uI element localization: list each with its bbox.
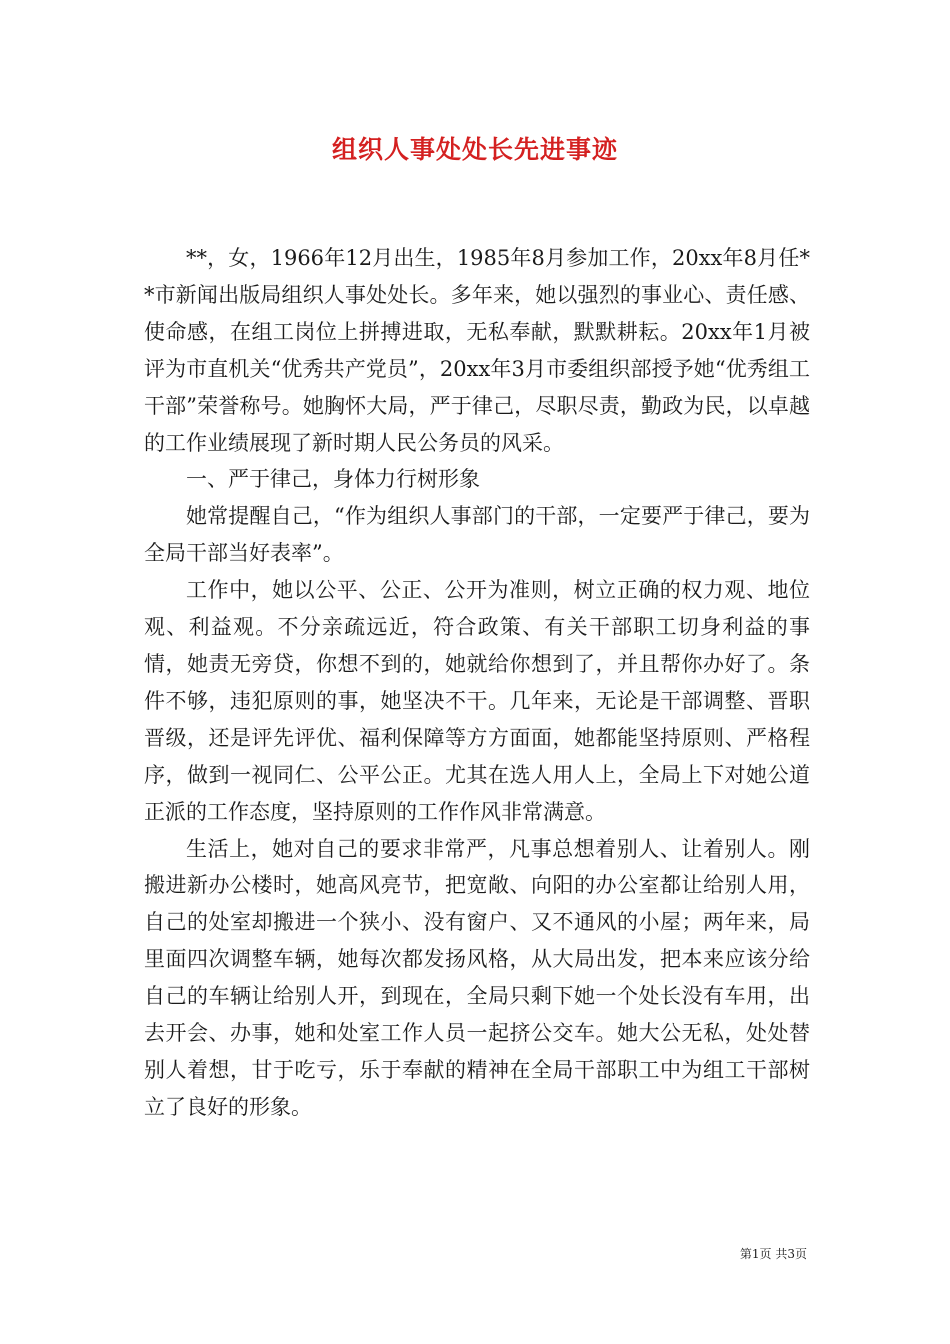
section-heading: 一、严于律己，身体力行树形象 [186,467,480,492]
document-title: 组织人事处处长先进事迹 [331,135,618,164]
paragraph-intro: **，女，1966年12月出生，1985年8月参加工作，20xx年8月任**市新闻出版局组织人事处处长。多年来，她以强烈的事业心、责任感、使命感，在组工岗位上拼搏进取，无私奉献，默默耕耘。20xx年1月被评为市直机关“优秀共产党员”，20xx年3月市委组织部授予她“优秀组工干部”荣誉称号。她胸怀大局，严于律己，尽职尽责，勤政为民，以卓越的工作业绩展现了新时期人民公务员的风采。 [144,246,810,455]
paragraph-work: 工作中，她以公平、公正、公开为准则，树立正确的权力观、地位观、利益观。不分亲疏远近，符合政策、有关干部职工切身利益的事情，她责无旁贷，你想不到的，她就给你想到了，并且帮你办好了。条件不够，违犯原则的事，她坚决不干。几年来，无论是干部调整、晋职晋级，还是评先评优、福利保障等方方面面，她都能坚持原则、严格程序，做到一视同仁、公平公正。尤其在选人用人上，全局上下对她公道正派的工作态度，坚持原则的工作作风非常满意。 [144,578,810,824]
paragraph-life: 生活上，她对自己的要求非常严，凡事总想着别人、让着别人。刚搬进新办公楼时，她高风亮节，把宽敞、向阳的办公室都让给别人用，自己的处室却搬进一个狭小、没有窗户、又不通风的小屋；两年来，局里面四次调整车辆，她每次都发扬风格，从大局出发，把本来应该分给自己的车辆让给别人开，到现在，全局只剩下她一个处长没有车用，出去开会、办事，她和处室工作人员一起挤公交车。她大公无私，处处替别人着想，甘于吃亏，乐于奉献的精神在全局干部职工中为组工干部树立了良好的形象。 [144,836,810,1119]
document-body [144,240,810,1126]
page-number: 第1页 共3页 [739,1247,807,1261]
paragraph-quote: 她常提醒自己，“作为组织人事部门的干部，一定要严于律己，要为全局干部当好表率”。 [144,504,810,566]
